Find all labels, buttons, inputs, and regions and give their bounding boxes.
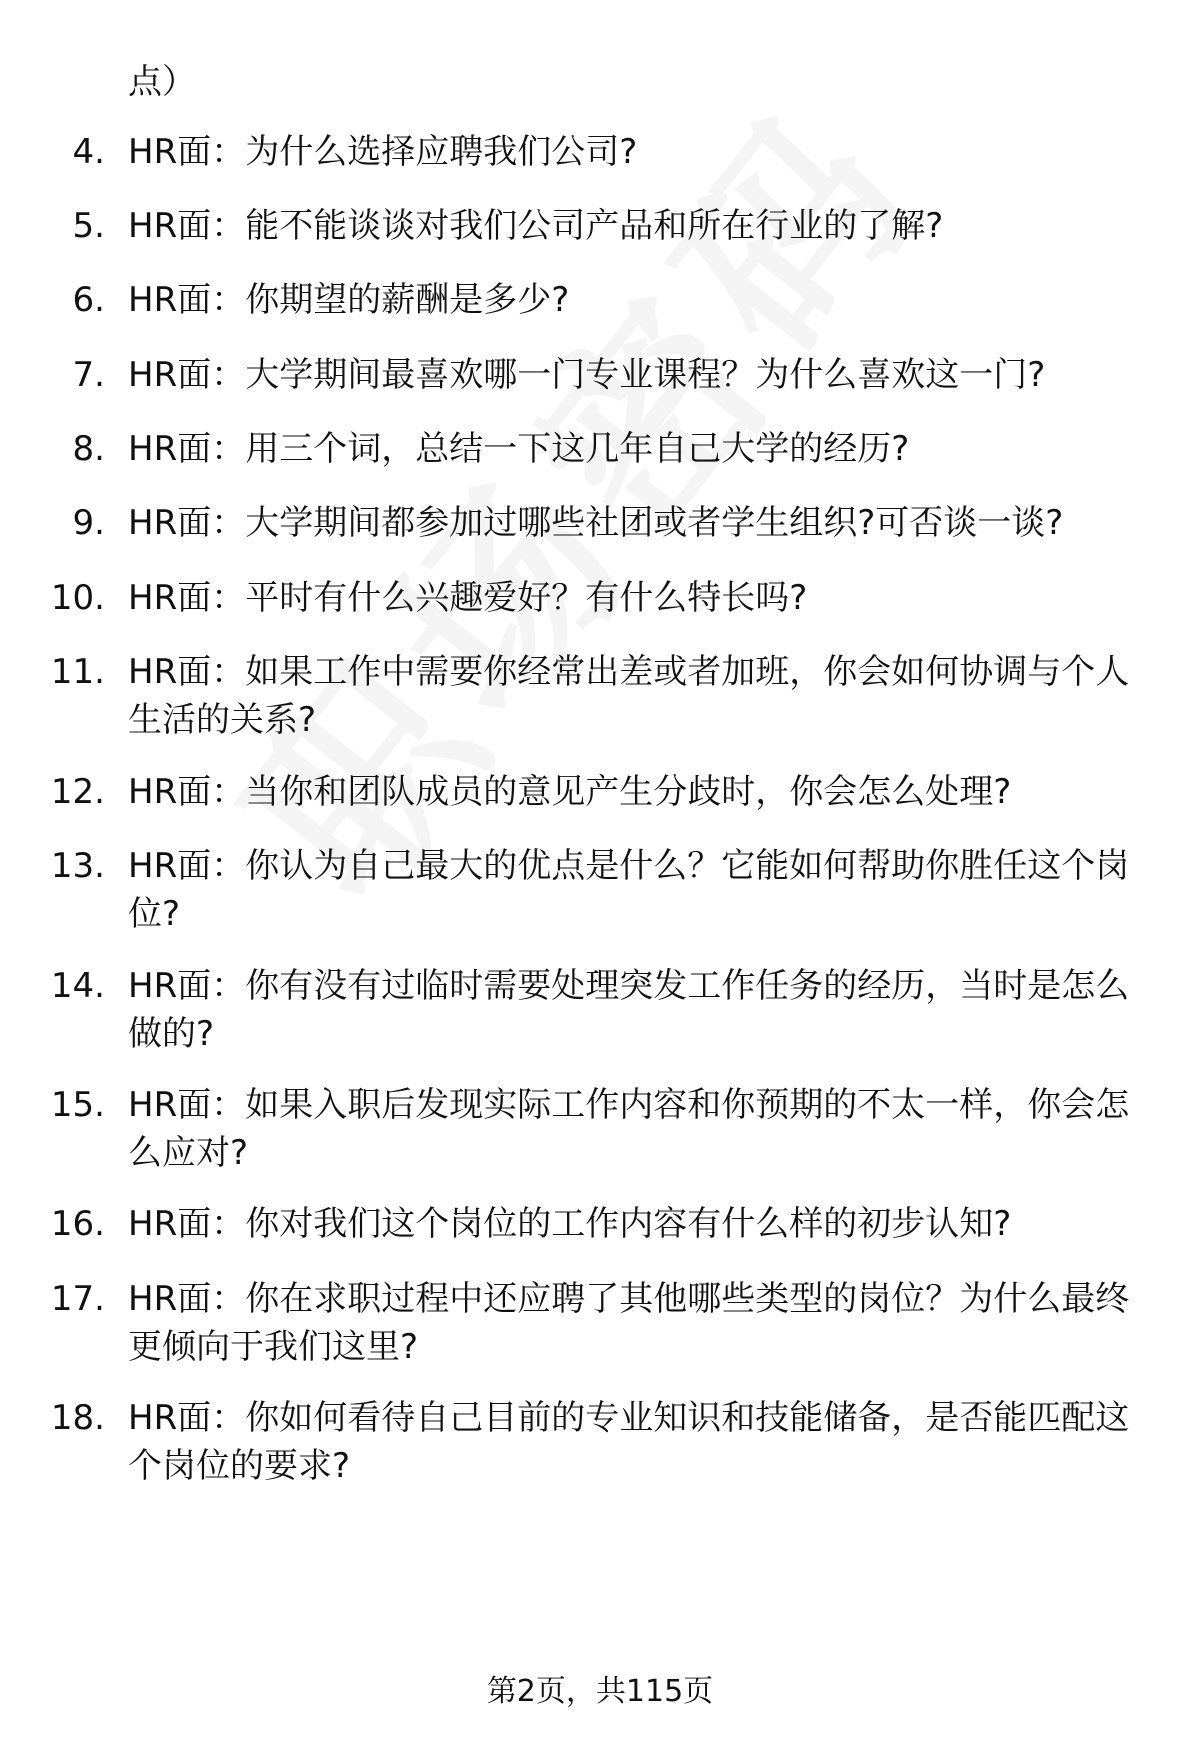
question-text: HR面：你如何看待自己目前的专业知识和技能储备，是否能匹配这个岗位的要求?	[128, 1398, 1130, 1486]
question-text: HR面：用三个词，总结一下这几年自己大学的经历?	[128, 429, 910, 469]
question-text: HR面：你有没有过临时需要处理突发工作任务的经历，当时是怎么做的?	[128, 966, 1130, 1054]
question-text: HR面：你在求职过程中还应聘了其他哪些类型的岗位？为什么最终更倾向于我们这里?	[128, 1279, 1130, 1367]
question-text: HR面：大学期间都参加过哪些社团或者学生组织?可否谈一谈?	[128, 503, 1064, 543]
page-footer: 第2页，共115页	[486, 1674, 714, 1709]
question-text: HR面：你期望的薪酬是多少?	[128, 280, 570, 320]
question-text: HR面：平时有什么兴趣爱好？有什么特长吗?	[128, 578, 808, 618]
question-number: 11.	[50, 652, 105, 692]
question-text: HR面：大学期间最喜欢哪一门专业课程？为什么喜欢这一门?	[128, 355, 1046, 395]
question-text: HR面：你认为自己最大的优点是什么？它能如何帮助你胜任这个岗位?	[128, 846, 1130, 934]
question-text: HR面：为什么选择应聘我们公司?	[128, 132, 638, 172]
question-number: 16.	[50, 1204, 105, 1244]
question-number: 5.	[72, 206, 105, 246]
question-number: 13.	[50, 846, 105, 886]
question-number: 15.	[50, 1085, 105, 1125]
question-number: 14.	[50, 966, 105, 1006]
question-number: 4.	[72, 132, 105, 172]
question-number: 10.	[50, 578, 105, 618]
question-number: 12.	[50, 772, 105, 812]
question-text: HR面：你对我们这个岗位的工作内容有什么样的初步认知?	[128, 1204, 1012, 1244]
question-number: 7.	[72, 355, 105, 395]
question-number: 18.	[50, 1398, 105, 1438]
question-text: HR面：如果入职后发现实际工作内容和你预期的不太一样，你会怎么应对?	[128, 1085, 1130, 1173]
question-number: 17.	[50, 1279, 105, 1319]
question-text: HR面：能不能谈谈对我们公司产品和所在行业的了解?	[128, 206, 944, 246]
question-text: HR面：当你和团队成员的意见产生分歧时，你会怎么处理?	[128, 772, 1012, 812]
question-number: 6.	[72, 280, 105, 320]
continued-text: 点）	[128, 62, 196, 102]
question-text: HR面：如果工作中需要你经常出差或者加班，你会如何协调与个人生活的关系?	[128, 652, 1130, 740]
question-number: 9.	[72, 503, 105, 543]
question-number: 8.	[72, 429, 105, 469]
